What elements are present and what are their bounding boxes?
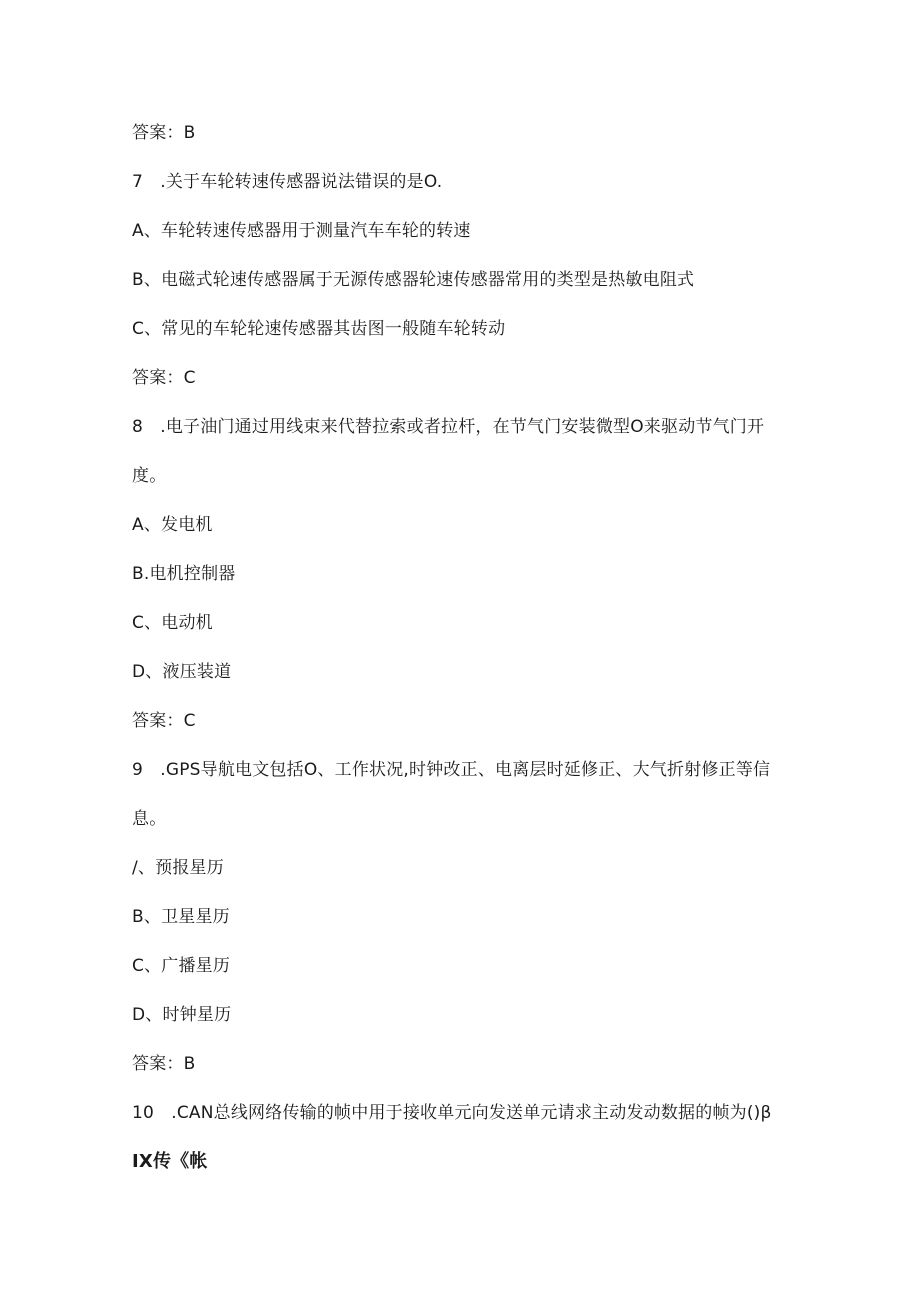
question-8: 8 .电子油门通过用线束来代替拉索或者拉杆，在节气门安装微型O来驱动节气门开: [132, 417, 765, 437]
option-8d: D、液压装道: [132, 662, 232, 682]
option-8c: C、电动机: [132, 613, 213, 633]
option-9d: D、时钟星历: [132, 1005, 232, 1025]
question-7: 7 .关于车轮转速传感器说法错误的是O.: [132, 172, 443, 192]
option-9b: B、卫星星历: [132, 907, 230, 927]
option-7b: B、电磁式轮速传感器属于无源传感器轮速传感器常用的类型是热敏电阻式: [132, 270, 695, 290]
option-8b: B.电机控制器: [132, 564, 236, 584]
option-7a: A、车轮转速传感器用于测量汽车车轮的转速: [132, 221, 471, 241]
answer-9: 答案：B: [132, 1054, 196, 1074]
option-9a: /、预报星历: [132, 858, 224, 878]
question-10: 10 .CAN总线网络传输的帧中用于接收单元向发送单元请求主动发动数据的帧为()β: [132, 1103, 772, 1123]
option-9c: C、广播星历: [132, 956, 231, 976]
option-10-garbled: IX传《帐: [132, 1151, 208, 1172]
question-8-cont: 度。: [132, 466, 167, 486]
question-9-cont: 息。: [132, 809, 167, 829]
answer-7: 答案：C: [132, 368, 196, 388]
option-8a: A、发电机: [132, 515, 213, 535]
answer-8: 答案：C: [132, 711, 196, 731]
option-7c: C、常见的车轮轮速传感器其齿图一般随车轮转动: [132, 319, 506, 339]
answer-6: 答案：B: [132, 123, 196, 143]
question-9: 9 .GPS导航电文包括O、工作状况,时钟改正、电离层时延修正、大气折射修正等信: [132, 760, 771, 780]
